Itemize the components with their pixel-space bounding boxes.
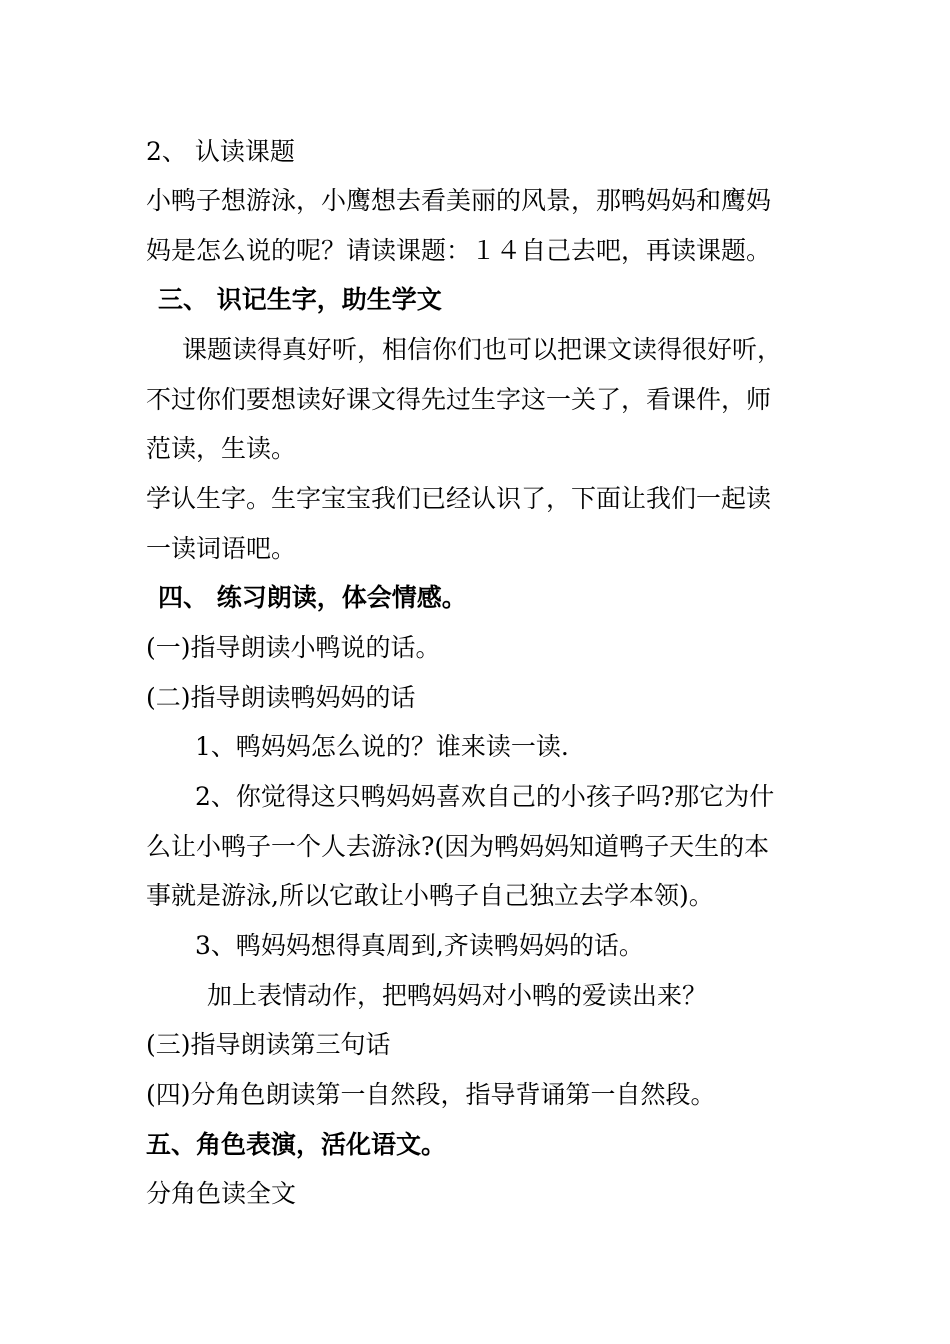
paragraph-line: 范读，生读。 [146, 434, 297, 463]
subsection-line: (一)指导朗读小鸭说的话。 [146, 633, 441, 662]
paragraph-line: 分角色读全文 [146, 1179, 297, 1208]
paragraph-line: 不过你们要想读好课文得先过生字这一关了，看课件，师 [146, 385, 772, 414]
subsection-line: (四)分角色朗读第一自然段，指导背诵第一自然段。 [146, 1080, 716, 1109]
subsection-line: (三)指导朗读第三句话 [146, 1030, 391, 1059]
paragraph-line: 么让小鸭子一个人去游泳?(因为鸭妈妈知道鸭子天生的本 [146, 832, 770, 861]
paragraph-line: 事就是游泳,所以它敢让小鸭子自己独立去学本领)。 [146, 881, 714, 910]
section-5-heading: 五、角色表演，活化语文。 [146, 1130, 447, 1159]
paragraph-line: 小鸭子想游泳，小鹰想去看美丽的风景，那鸭妈妈和鹰妈 [146, 186, 772, 215]
list-item: 2、你觉得这只鸭妈妈喜欢自己的小孩子吗?那它为什 [195, 782, 775, 811]
step-2-heading: 2、 认读课题 [146, 137, 295, 166]
list-item: 1、鸭妈妈怎么说的？谁来读一读. [195, 732, 569, 761]
paragraph-line: 加上表情动作，把鸭妈妈对小鸭的爱读出来？ [207, 981, 708, 1010]
paragraph-line: 课题读得真好听，相信你们也可以把课文读得很好听， [182, 335, 783, 364]
paragraph-line: 一读词语吧。 [146, 534, 297, 563]
paragraph-line: 妈是怎么说的呢？请读课题：１４自己去吧，再读课题。 [146, 236, 772, 265]
section-3-heading: 三、 识记生字，助生学文 [158, 285, 442, 314]
section-4-heading: 四、 练习朗读，体会情感。 [158, 583, 467, 612]
list-item: 3、鸭妈妈想得真周到,齐读鸭妈妈的话。 [195, 931, 644, 960]
paragraph-line: 学认生字。生字宝宝我们已经认识了，下面让我们一起读 [146, 484, 772, 513]
subsection-line: (二)指导朗读鸭妈妈的话 [146, 683, 416, 712]
